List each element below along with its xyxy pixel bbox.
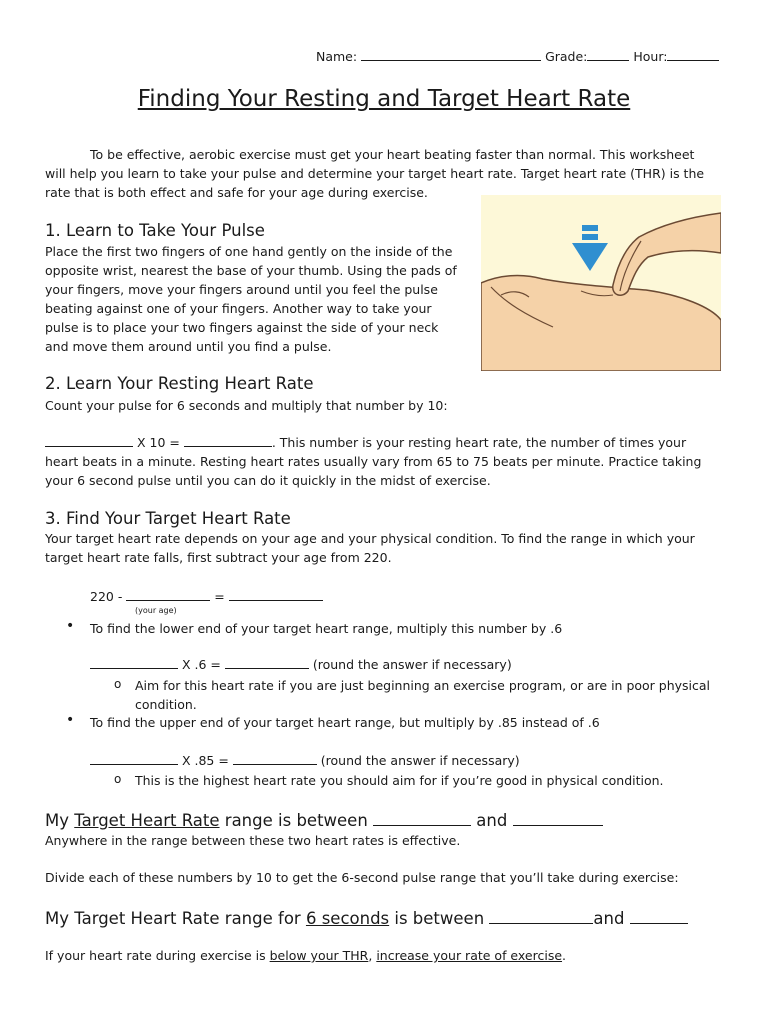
increase-rate-text: increase your rate of exercise: [376, 948, 563, 963]
resting-formula: X 10 = . This number is your resting heart rate, the number of times your heart beats in a minute. Resting heart rates usually vary from 65 to 75 beats per minute. Practice taking your 6 second pulse until you can do it quickly in the midst of exercise.: [45, 435, 702, 488]
header-fields: [316, 47, 719, 66]
upper-calc: X .85 = (round the answer if necessary): [90, 751, 520, 770]
section1-body: Place the first two fingers of one hand gently on the inside of the opposite wrist, nearest the base of your thumb. Using the pads of your fingers, move your fingers around until you feel the pulse beating against one of your fingers. Another way to take your pulse is to place your two fingers against the side of your neck and move them around until you find a pulse.: [45, 244, 457, 354]
pulse-count-field[interactable]: [45, 433, 133, 447]
hour-field[interactable]: [667, 47, 719, 61]
hour-label: Hour:: [633, 49, 668, 64]
grade-field[interactable]: [587, 47, 629, 61]
age-equation: 220 - =: [90, 587, 323, 606]
max-rate-field[interactable]: [229, 587, 323, 601]
upper-input-field[interactable]: [90, 751, 178, 765]
lower-input-field[interactable]: [90, 655, 178, 669]
thr-low-field[interactable]: [373, 808, 471, 826]
down-arrow-icon: [572, 225, 608, 271]
six-high-field[interactable]: [630, 906, 688, 924]
name-field[interactable]: [361, 47, 541, 61]
lower-result-field[interactable]: [225, 655, 309, 669]
lower-calc: X .6 = (round the answer if necessary): [90, 655, 512, 674]
section3-body: Your target heart rate depends on your age and your physical condition. To find the range in which your target heart rate falls, first subtract your age from 220.: [45, 531, 695, 565]
thr-note: Anywhere in the range between these two heart rates is effective.: [45, 833, 461, 848]
thr-emphasis: Target Heart Rate: [74, 811, 220, 830]
six-low-field[interactable]: [489, 906, 593, 924]
six-seconds-emphasis: 6 seconds: [305, 909, 390, 928]
sub-bullet: o: [114, 772, 122, 786]
intro-paragraph: To be effective, aerobic exercise must get your heart beating faster than normal. This worksheet will help you learn to take your pulse and determine your target heart rate. Target heart rate (THR) is the rate that is both effect and safe for your age during exercise.: [45, 147, 705, 200]
bullet-upper-end: To find the upper end of your target heart range, but multiply by .85 instead of .6: [90, 715, 600, 730]
section2-body: Count your pulse for 6 seconds and multiply that number by 10:: [45, 398, 448, 413]
resting-rate-field[interactable]: [184, 433, 272, 447]
section3-heading: 3. Find Your Target Heart Rate: [45, 509, 291, 528]
upper-result-field[interactable]: [233, 751, 317, 765]
pulse-illustration: [481, 195, 721, 371]
sub-upper-note: This is the highest heart rate you should aim for if you’re good in physical condition.: [135, 773, 664, 788]
thr-high-field[interactable]: [513, 808, 603, 826]
bullet-lower-end: To find the lower end of your target heart range, multiply this number by .6: [90, 621, 563, 636]
wrist-pulse-image: [481, 195, 721, 371]
section1-heading: 1. Learn to Take Your Pulse: [45, 221, 265, 240]
sub-lower-note: Aim for this heart rate if you are just beginning an exercise program, or are in poor physical condition.: [135, 678, 711, 712]
grade-label: Grade:: [545, 49, 588, 64]
six-second-range-line: My Target Heart Rate range for 6 seconds is between and: [45, 906, 688, 930]
name-label: Name:: [316, 49, 358, 64]
final-instruction: If your heart rate during exercise is below your THR, increase your rate of exercise.: [45, 948, 567, 963]
below-thr-text: below your THR: [269, 948, 369, 963]
divide-instructions: Divide each of these numbers by 10 to get the 6-second pulse range that you’ll take during exercise:: [45, 870, 679, 885]
sub-bullet: o: [114, 677, 122, 691]
age-caption: (your age): [135, 606, 177, 615]
bullet-dot: •: [66, 618, 75, 634]
section2-heading: 2. Learn Your Resting Heart Rate: [45, 374, 314, 393]
bullet-dot: •: [66, 712, 75, 728]
age-field[interactable]: [126, 587, 210, 601]
page-title: Finding Your Resting and Target Heart Rate: [137, 86, 631, 112]
thr-range-line: My Target Heart Rate range is between and: [45, 808, 603, 832]
